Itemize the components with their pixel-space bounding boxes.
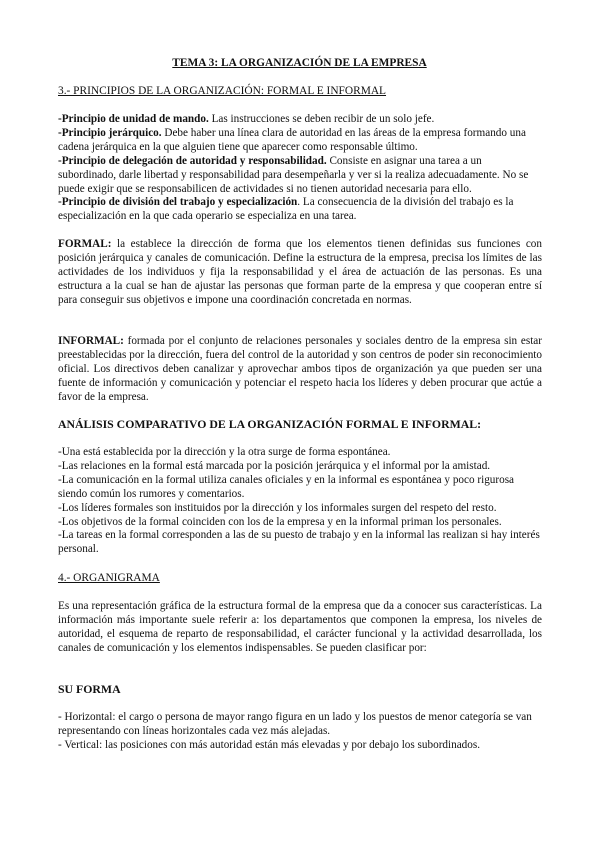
analysis-item: -Una está establecida por la dirección y la otra surge de forma espontánea. — [58, 446, 391, 458]
principle-text: Consiste en asignar una tarea a un subordinado, darle libertad y responsabilidad para desempeñarla y ver si la realiza adecuadamente. No se puede exigir que se responsabilicen de actividades si no tienen autoridad necesaria para ello. — [58, 154, 529, 195]
formal-text: la establece la dirección de forma que los elementos tienen definidas sus funciones con posición jerárquica y canales de comunicación. Define la estructura de la empresa, precisa los límites de las actividades de los individuos y fija la responsabilidad y el área de actuación de las personas. Es una estructura a la cual se han de ajustar las personas que forman parte de la empresa y que cooperan entre sí para conseguir sus objetivos e impone una coordinación concretada en normas. — [58, 238, 542, 306]
section-4-heading: 4.- ORGANIGRAMA — [58, 572, 160, 584]
principle-unity-of-command — [58, 113, 542, 127]
formal-paragraph — [58, 238, 542, 308]
principle-text: . La consecuencia de la división del trabajo es la especialización en la que cada operario se especializa en una tarea. — [58, 196, 514, 223]
analysis-item: -Los líderes formales son instituidos por la dirección y los informales surgen del respeto del resto. — [58, 501, 497, 514]
analysis-item: -Las relaciones en la formal está marcada por la posición jerárquica y el informal por la amistad. — [58, 459, 491, 472]
principle-delegation — [58, 155, 542, 197]
form-list — [58, 711, 542, 753]
analysis-item: -La comunicación en la formal utiliza canales oficiales y en la informal es espontánea y poco rigurosa siendo común los rumores y comentarios. — [58, 473, 515, 500]
principle-label: -Principio de unidad de mando. — [58, 113, 209, 125]
analysis-list — [58, 446, 542, 557]
form-item-vertical: - Vertical: las posiciones con más autoridad están más elevadas y por debajo los subordinados. — [58, 738, 481, 751]
informal-paragraph — [58, 335, 542, 405]
form-item-horizontal: - Horizontal: el cargo o persona de mayor rango figura en un lado y los puestos de menor categoría se van representando con líneas horizontales cada vez más alejadas. — [58, 711, 532, 737]
principle-label: -Principio de división del trabajo y especialización — [58, 196, 298, 209]
informal-text: formada por el conjunto de relaciones personales y sociales dentro de la empresa sin estar preestablecidas por la dirección, fuera del control de la autoridad y son centros de poder sin reconocimiento oficial. Los directivos deben canalizar y aprovechar ambos tipos de organización ya que pueden ser una fuente de información y comunicación y potenciar el respeto hacia los líderes y deben procurar que actúe a favor de la empresa. — [58, 335, 542, 403]
principle-hierarchical — [58, 127, 542, 155]
form-subheading: SU FORMA — [58, 682, 121, 696]
section-3-heading: 3.- PRINCIPIOS DE LA ORGANIZACIÓN: FORMAL E INFORMAL — [58, 85, 387, 97]
principle-division-of-labour — [58, 196, 542, 224]
formal-label: FORMAL: — [58, 238, 112, 250]
informal-label: INFORMAL: — [58, 335, 124, 347]
principle-label: -Principio de delegación de autoridad y responsabilidad. — [58, 154, 327, 167]
principles-list — [58, 113, 542, 224]
principle-text: Debe haber una línea clara de autoridad en las áreas de la empresa formando una cadena jerárquica en la que alguien tiene que aparecer como responsable último. — [58, 126, 526, 153]
analysis-heading: ANÁLISIS COMPARATIVO DE LA ORGANIZACIÓN FORMAL E INFORMAL: — [58, 417, 482, 431]
organigram-paragraph: Es una representación gráfica de la estructura formal de la empresa que da a conocer sus características. La información más importante suele referir a: los departamentos que componen la empresa, los niveles de autoridad, el esquema de reparto de responsabilidad, el carácter funcional y la actividad desarrollada, los canales de comunicación y los elementos indispensables. Se pueden clasificar por: — [58, 600, 542, 654]
principle-text: Las instrucciones se deben recibir de un solo jefe. — [208, 113, 435, 125]
principle-label: -Principio jerárquico. — [58, 126, 162, 139]
analysis-item: -Los objetivos de la formal coinciden con los de la empresa y en la informal priman los personales. — [58, 515, 502, 528]
analysis-item: -La tareas en la formal corresponden a las de su puesto de trabajo y en la informal las realizan si hay interés personal. — [58, 529, 540, 556]
document-title: TEMA 3: LA ORGANIZACIÓN DE LA EMPRESA — [172, 57, 427, 69]
